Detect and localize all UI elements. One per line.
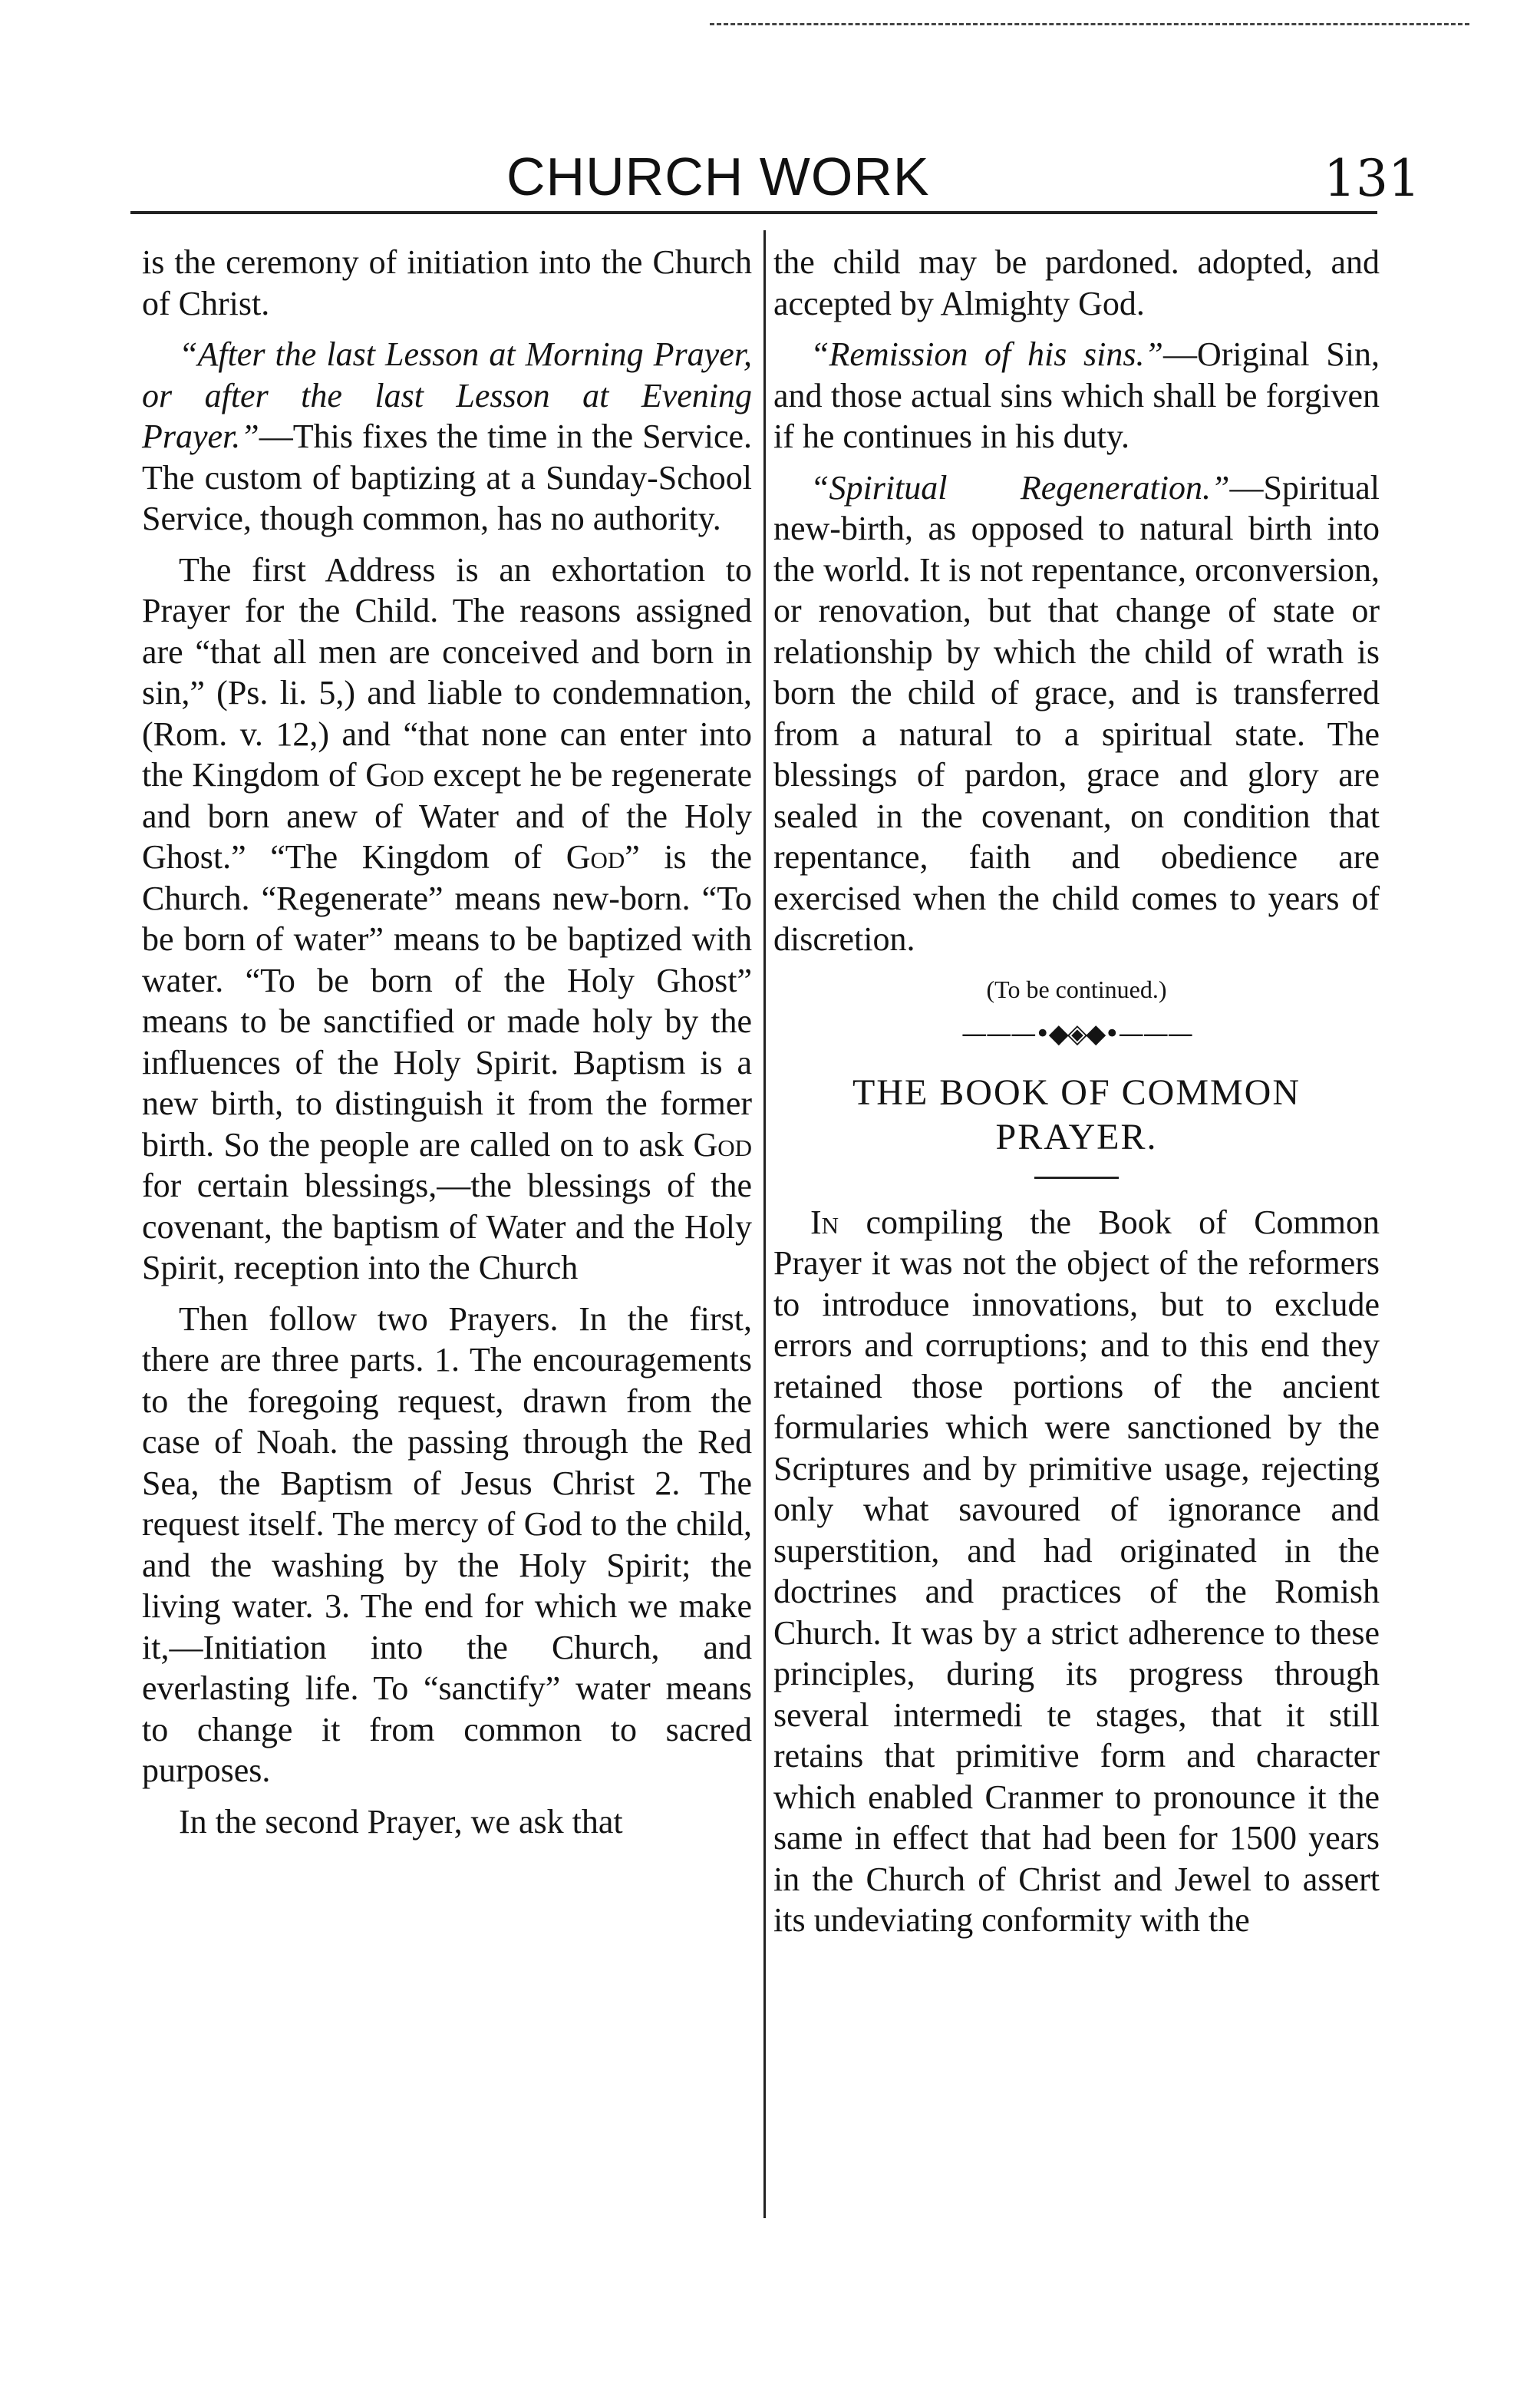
text: for certain blessings,—the blessings of the covenant, the baptism of Water and the Holy Spirit, reception into the Church bbox=[142, 1167, 752, 1286]
text: Then follow two Prayers. In the first, there are three parts. 1. The encouragements to the foregoing request, drawn from the case of Noah. the passing through the Red Sea, the Baptism of Jesus Christ 2. The request itself. The mercy of God to the child, and the washing by the Holy Spirit; the living water. 3. The end for which we make it,—Initiation into the Church, and everlasting life. To “sanctify” water means to change it from common to sacred purposes. bbox=[142, 1299, 752, 1789]
text: compiling the Book of Common Prayer it was not the object of the reformers to introduce innovations, but to exclude errors and corruptions; and to this end they retained those portions of the ancient formularies which were sanctioned by the Scriptures and by primitive usage, rejecting only what savoured of ignorance and superstition, and had originated in the doctrines and practices of the Romish Church. It was by a strict adherence to these principles, during its progress through several intermedi te stages, that it still retains that primitive form and character which enabled Cranmer to pronounce it the same in effect that had been for 1500 years in the Church of Christ and Jewel to assert its undeviating conformity with the bbox=[773, 1203, 1380, 1939]
text: is the ceremony of initiation into the Church of Christ. bbox=[142, 243, 752, 322]
text: In the second Prayer, we ask that bbox=[179, 1802, 623, 1841]
paragraph bbox=[773, 467, 1380, 960]
paragraph bbox=[773, 334, 1380, 457]
text: except he be regenerate and born anew of Water and of the Holy Ghost.” “The Kingdom of bbox=[142, 756, 753, 876]
text: —Spiritual new-birth, as opposed to natural birth into the world. It is not repentance, orconversion, or renovation, but that change of state or relationship by which the child of wrath is born the child of grace, and is transferred from a natural to a spiritual state. The blessings of pardon, grace and glory are sealed in the covenant, on condition that repentance, faith and obedience are exercised when the child comes to years of discretion. bbox=[773, 468, 1380, 958]
section-title-line: THE BOOK OF COMMON bbox=[852, 1071, 1301, 1113]
paragraph bbox=[142, 1299, 752, 1791]
quoted-term: “Spiritual Regeneration.” bbox=[810, 468, 1230, 507]
top-edge-rule bbox=[710, 23, 1469, 25]
right-column bbox=[773, 242, 1380, 1951]
page-number: 131 bbox=[1324, 149, 1420, 208]
paragraph bbox=[773, 1202, 1380, 1941]
text: The first Address is an exhortation to Prayer for the Child. The reasons assigned are “that all men are conceived and born in sin,” (Ps. li. 5,) and liable to condemnation, (Rom. v. 12,) and “that none can enter into the Kingdom of bbox=[142, 550, 752, 794]
divine-name: God bbox=[693, 1125, 752, 1164]
text: ” is the Church. “Regenerate” means new-born. “To be born of water” means to be baptized with water. “To be born of the Holy Ghost” means to be sanctified or made holy by the influences of the Holy Spirit. Baptism is a new birth, to distinguish it from the former birth. So the people are called on to ask bbox=[142, 838, 752, 1164]
paragraph bbox=[142, 550, 752, 1289]
paragraph bbox=[142, 1801, 752, 1843]
divine-name: God bbox=[566, 838, 625, 876]
to-be-continued-note: (To be continued.) bbox=[986, 975, 1167, 1003]
section-title bbox=[773, 1071, 1380, 1160]
paragraph bbox=[773, 242, 1380, 324]
paragraph bbox=[142, 242, 752, 324]
text: —This fixes the time in the Service. The custom of baptizing at a Sunday-School Service, though common, has no authority. bbox=[142, 418, 752, 537]
paragraph bbox=[142, 334, 752, 540]
ornamental-divider: ———•◆◈◆•——— bbox=[961, 1018, 1192, 1049]
running-title: CHURCH WORK bbox=[506, 147, 930, 206]
page-header bbox=[0, 146, 1540, 207]
short-rule bbox=[1034, 1177, 1119, 1179]
opening-word: In bbox=[810, 1203, 839, 1241]
text: the child may be pardoned. adopted, and accepted by Almighty God. bbox=[773, 243, 1380, 322]
quoted-rubric: “After the last Lesson at Morning Prayer, or after the last Lesson at Evening Prayer.” bbox=[142, 335, 752, 455]
text: —Original Sin, and those actual sins which shall be forgiven if he continues in his duty. bbox=[773, 335, 1380, 455]
left-column bbox=[142, 242, 752, 1852]
divine-name: God bbox=[365, 756, 424, 794]
column-divider bbox=[763, 230, 766, 2218]
header-rule bbox=[130, 211, 1377, 214]
quoted-term: “Remission of his sins.” bbox=[810, 335, 1163, 373]
section-title-line: PRAYER. bbox=[995, 1116, 1158, 1157]
